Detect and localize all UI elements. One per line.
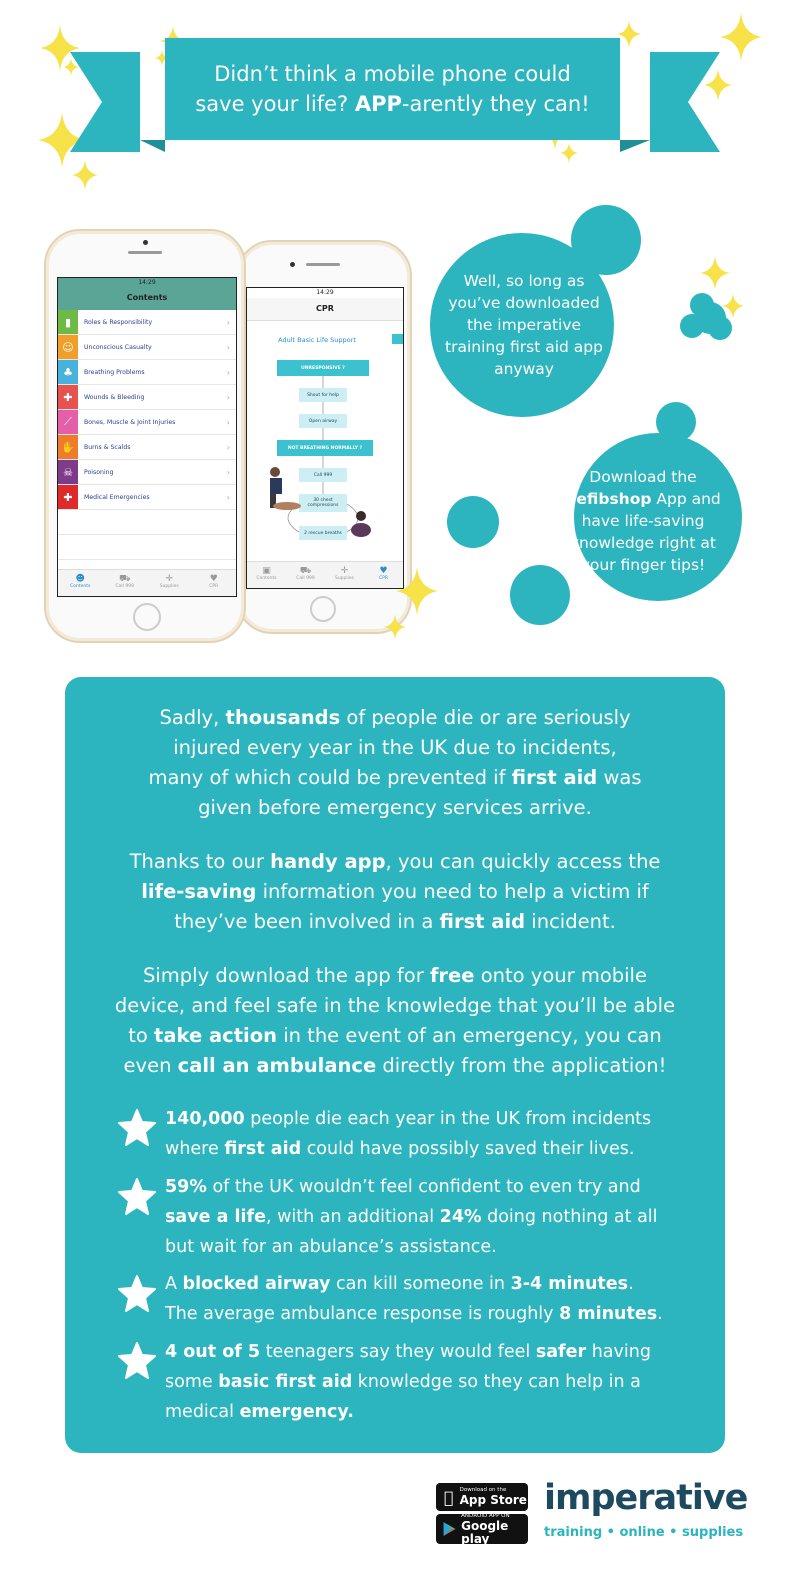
contents-tab-bar xyxy=(58,569,236,596)
app-store-badge[interactable] xyxy=(436,1483,528,1511)
contents-item-label: Medical Emergencies xyxy=(84,493,150,501)
contents-nav-title: Contents xyxy=(126,293,168,302)
person-icon: ☺ xyxy=(58,335,78,359)
bubble1-line: the imperative xyxy=(466,316,582,334)
plus-icon: ✛ xyxy=(165,574,174,584)
home-button[interactable] xyxy=(310,596,336,622)
flow-box: 2 rescue breaths xyxy=(299,526,347,540)
status-time: 14:29 xyxy=(316,289,334,296)
cpr-screen xyxy=(246,287,404,589)
contents-item-label: Bones, Muscle & Joint Injuries xyxy=(84,418,176,426)
contents-list xyxy=(58,310,236,510)
contents-item-label: Unconscious Casualty xyxy=(84,343,152,351)
ambulance-icon: ⛟ xyxy=(299,566,312,576)
contents-list-item[interactable] xyxy=(58,410,236,435)
hand-icon: ✋ xyxy=(58,435,78,459)
phone-camera-icon xyxy=(290,262,295,267)
phone-speaker-icon xyxy=(306,263,340,266)
cross-icon: ✚ xyxy=(58,485,78,509)
contents-item-label: Wounds & Bleeding xyxy=(84,393,145,401)
fact-line: where first aid could have possibly saved their lives. xyxy=(165,1139,635,1159)
sparkle-icon xyxy=(396,566,438,616)
badge-big-text: App Store xyxy=(450,1493,518,1507)
paragraph-line: they’ve been involved in a first aid incident. xyxy=(174,910,616,933)
star-icon xyxy=(117,1108,157,1148)
flow-box: Call 999 xyxy=(299,468,347,482)
fact-item xyxy=(165,1337,705,1427)
bubble2-line: Download the xyxy=(589,468,697,486)
phone-speaker-icon xyxy=(128,251,162,254)
tab-cpr[interactable]: ♥ CPR xyxy=(192,570,237,596)
fact-line: save a life, with an additional 24% doing nothing at all xyxy=(165,1207,658,1227)
book-icon: ▮ xyxy=(58,310,78,334)
cpr-person-icon xyxy=(261,466,301,516)
paragraph-line: even call an ambulance directly from the application! xyxy=(123,1054,667,1077)
contents-list-item[interactable] xyxy=(58,435,236,460)
book-icon: ▣ xyxy=(262,566,271,576)
contents-list-item[interactable] xyxy=(58,485,236,510)
bandage-icon: ✚ xyxy=(58,385,78,409)
download-paragraph xyxy=(85,961,705,1081)
tab-supplies[interactable]: ✛ Supplies xyxy=(325,562,364,588)
contents-list-item[interactable] xyxy=(58,460,236,485)
chevron-right-icon: › xyxy=(226,417,230,427)
paragraph-line: to take action in the event of an emergency, you can xyxy=(128,1024,662,1047)
badge-small-text: Download on the xyxy=(450,1487,497,1493)
flow-arrows xyxy=(247,288,403,588)
fact-line: The average ambulance response is roughly 8 minutes. xyxy=(165,1304,663,1324)
fact-line: some basic first aid knowledge so they can help in a xyxy=(165,1372,641,1392)
status-time: 14:29 xyxy=(138,279,156,286)
chevron-right-icon: › xyxy=(226,367,230,377)
bubble-app-download xyxy=(440,270,608,380)
bubble2-line: your finger tips! xyxy=(580,556,706,574)
bubble1-line: you’ve downloaded xyxy=(448,294,600,312)
tab-call-999[interactable]: ⛟ Call 999 xyxy=(286,562,325,588)
paragraph-line: many of which could be prevented if first aid was xyxy=(148,766,642,789)
bubble2-line: have life-saving xyxy=(581,512,705,530)
flow-box: Shout for help xyxy=(299,388,347,402)
paragraph-line: Simply download the app for free onto your mobile xyxy=(143,964,647,987)
sparkle-icon xyxy=(722,293,744,319)
chevron-right-icon: › xyxy=(226,392,230,402)
banner-line1: Didn’t think a mobile phone could xyxy=(214,62,571,86)
phone-cpr xyxy=(236,240,412,634)
tab-cpr[interactable]: ♥ CPR xyxy=(364,562,403,588)
paragraph-line: life-saving information you need to help a victim if xyxy=(141,880,649,903)
contents-list-item[interactable] xyxy=(58,385,236,410)
cpr-tab-bar xyxy=(247,561,403,588)
bubble2-line: App and xyxy=(651,490,721,508)
badge-big-text: Google play xyxy=(461,1518,509,1546)
star-icon xyxy=(117,1274,157,1314)
logo-tagline: training • online • supplies xyxy=(544,1525,744,1540)
skull-icon: ☠ xyxy=(58,460,78,484)
banner-headline xyxy=(165,38,620,140)
sparkle-icon xyxy=(700,256,730,290)
google-play-icon xyxy=(442,1520,457,1538)
contents-list-item[interactable] xyxy=(58,335,236,360)
bubble1-line: training first aid app xyxy=(445,338,603,356)
banner-line2-bold: APP xyxy=(354,92,402,116)
info-panel xyxy=(65,677,725,1453)
paragraph-line: Thanks to our handy app, you can quickly access the xyxy=(129,850,661,873)
paragraph-line: injured every year in the UK due to incidents, xyxy=(173,736,617,759)
fact-line: but wait for an abulance’s assistance. xyxy=(165,1237,497,1257)
chevron-right-icon: › xyxy=(226,492,230,502)
book-icon: ☻ xyxy=(75,574,85,584)
chevron-right-icon: › xyxy=(226,317,230,327)
flow-box: 30 chest compressions xyxy=(299,494,347,512)
google-play-badge[interactable] xyxy=(436,1514,528,1544)
contents-screen xyxy=(57,277,237,597)
phone-camera-icon xyxy=(143,240,148,245)
app-paragraph xyxy=(85,847,705,937)
paragraph-line: given before emergency services arrive. xyxy=(198,796,592,819)
bubble1-line: Well, so long as xyxy=(463,272,585,290)
tab-contents[interactable]: ☻ Contents xyxy=(58,570,103,596)
fact-line: 140,000 people die each year in the UK from incidents xyxy=(165,1109,652,1129)
empty-row xyxy=(58,510,236,535)
chevron-right-icon: › xyxy=(226,467,230,477)
chevron-right-icon: › xyxy=(226,342,230,352)
bubble1-line: anyway xyxy=(494,360,554,378)
fact-item xyxy=(165,1269,705,1329)
ambulance-icon: ⛟ xyxy=(119,574,131,584)
flow-box: NOT BREATHING NORMALLY ? xyxy=(277,440,373,456)
cpr-nav-title: CPR xyxy=(247,298,403,321)
paragraph-line: Sadly, thousands of people die or are seriously xyxy=(159,706,631,729)
tab-contents[interactable]: ▣ Contents xyxy=(247,562,286,588)
flow-box: UNRESPONSIVE ? xyxy=(277,360,369,376)
flow-box: Open airway xyxy=(299,414,347,428)
lungs-icon: ♣ xyxy=(58,360,78,384)
tab-call-999[interactable]: ⛟ Call 999 xyxy=(103,570,148,596)
fact-line: medical emergency. xyxy=(165,1402,354,1422)
phone-contents xyxy=(44,229,246,643)
cpr-subtitle: Adult Basic Life Support xyxy=(278,336,356,344)
tab-supplies[interactable]: ✛ Supplies xyxy=(147,570,192,596)
contents-item-label: Breathing Problems xyxy=(84,368,145,376)
contents-item-label: Roles & Responsibility xyxy=(84,318,153,326)
cpr-icon: ♥ xyxy=(379,566,388,576)
contents-list-item[interactable] xyxy=(58,310,236,335)
intro-paragraph xyxy=(85,703,705,823)
chevron-right-icon: › xyxy=(226,442,230,452)
fact-line: A blocked airway can kill someone in 3-4 minutes. xyxy=(165,1274,634,1294)
star-icon xyxy=(117,1177,157,1217)
status-bar xyxy=(58,278,236,288)
banner-line2-prefix: save your life? xyxy=(195,92,355,116)
fact-item xyxy=(165,1172,705,1262)
home-button[interactable] xyxy=(133,603,161,631)
bubble2-brand: defibshop xyxy=(565,490,652,508)
contents-item-label: Burns & Scalds xyxy=(84,443,131,451)
paragraph-line: device, and feel safe in the knowledge that you’ll be able xyxy=(114,994,676,1017)
badge-small-text: ANDROID APP ON xyxy=(461,1512,510,1519)
fact-line: 59% of the UK wouldn’t feel confident to even try and xyxy=(165,1177,641,1197)
imperative-logo: imperative xyxy=(544,1478,748,1518)
contents-item-label: Poisoning xyxy=(84,468,114,476)
fact-item xyxy=(165,1104,705,1164)
contents-header xyxy=(58,278,236,310)
contents-list-item[interactable] xyxy=(58,360,236,385)
cpr-rescuer-icon xyxy=(347,510,377,540)
fact-line: 4 out of 5 teenagers say they would feel safer having xyxy=(165,1342,651,1362)
bubble-defibshop xyxy=(548,466,738,576)
star-icon xyxy=(117,1341,157,1381)
sparkle-icon xyxy=(384,614,406,640)
cpr-icon: ♥ xyxy=(209,574,218,584)
apple-icon xyxy=(444,1488,454,1507)
empty-row xyxy=(58,535,236,560)
banner-line2-suffix: -arently they can! xyxy=(401,92,590,116)
plus-icon: ✛ xyxy=(340,566,349,576)
bone-icon: ⟋ xyxy=(58,410,78,434)
bubble2-line: knowledge right at xyxy=(570,534,716,552)
